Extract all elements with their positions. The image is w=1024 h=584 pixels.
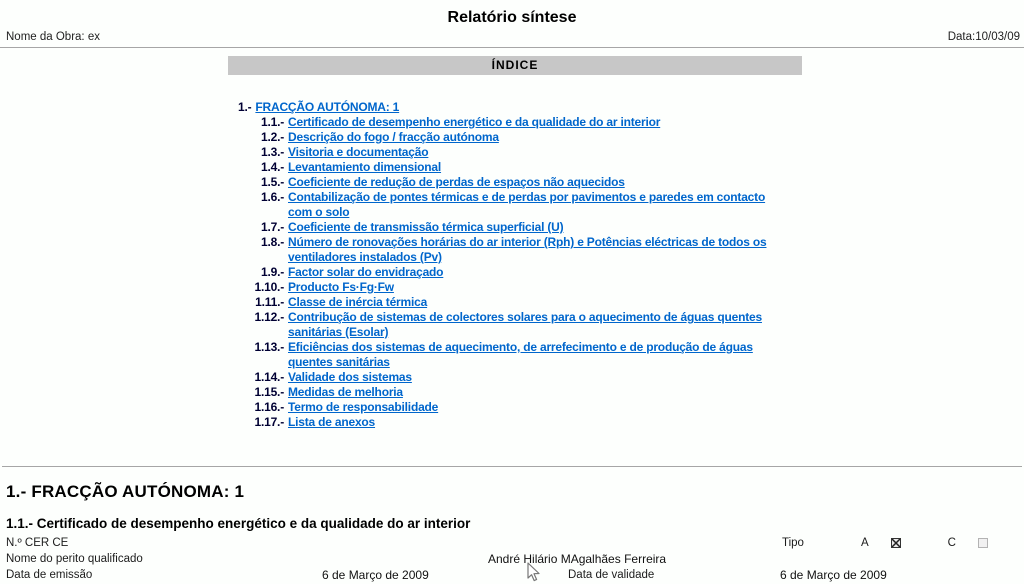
toc-item-link[interactable]: Classe de inércia térmica <box>288 295 428 309</box>
toc-row <box>238 115 818 130</box>
tipo-option <box>861 537 901 549</box>
toc-item-num: 1.1.- <box>260 115 284 129</box>
index-header-bar: ÍNDICE <box>228 56 802 75</box>
perito-label: Nome do perito qualificado <box>6 553 143 565</box>
tipo-label: Tipo <box>782 537 804 549</box>
toc-item-link[interactable]: FRACÇÃO AUTÓNOMA: 1 <box>255 100 400 114</box>
toc-item-num: 1.4.- <box>260 160 284 174</box>
toc-row <box>238 415 818 430</box>
toc-item-num: 1.12.- <box>254 310 284 324</box>
toc-row <box>238 310 818 340</box>
toc-row <box>238 370 818 385</box>
toc-row <box>238 160 818 175</box>
toc-row <box>238 145 818 160</box>
toc-row <box>238 400 818 415</box>
toc-item-num: 1.3.- <box>260 145 284 159</box>
toc-row <box>238 130 818 145</box>
index-list <box>238 100 818 430</box>
emissao-value: 6 de Março de 2009 <box>322 568 429 582</box>
toc-item-num: 1.16.- <box>254 400 284 414</box>
toc-item-num: 1.17.- <box>254 415 284 429</box>
toc-row <box>238 265 818 280</box>
toc-item-num: 1.15.- <box>254 385 284 399</box>
toc-item-link[interactable]: Factor solar do envidraçado <box>288 265 444 279</box>
toc-item-num: 1.6.- <box>260 190 284 204</box>
tipo-checkbox[interactable] <box>978 538 988 548</box>
tipo-option <box>948 537 988 549</box>
toc-item-num: 1.11.- <box>255 295 284 309</box>
toc-row <box>238 340 818 370</box>
toc-item-num: 1.2.- <box>260 130 284 144</box>
toc-row <box>238 295 818 310</box>
toc-item-link[interactable]: Termo de responsabilidade <box>288 400 439 414</box>
toc-row <box>238 190 818 220</box>
subsection-heading: 1.1.- Certificado de desempenho energético e da qualidade do ar interior <box>6 516 471 531</box>
page-title: Relatório síntese <box>447 9 577 26</box>
toc-item-link[interactable]: Lista de anexos <box>288 415 376 429</box>
toc-item-num: 1.13.- <box>254 340 284 354</box>
toc-row <box>238 385 818 400</box>
toc-row <box>238 175 818 190</box>
toc-item-link[interactable]: Producto Fs·Fg·Fw <box>288 280 394 294</box>
validade-label: Data de validade <box>568 569 655 581</box>
toc-item-link[interactable]: Eficiências dos sistemas de aquecimento, de arrefecimento e de produção de águas quentes sanitárias <box>288 340 753 369</box>
toc-item-num: 1.- <box>238 100 252 114</box>
toc-item-num: 1.9.- <box>260 265 284 279</box>
mouse-cursor-icon <box>527 562 540 584</box>
toc-item-link[interactable]: Coeficiente de transmissão térmica superficial (U) <box>288 220 564 234</box>
section-heading: 1.- FRACÇÃO AUTÓNOMA: 1 <box>6 482 245 501</box>
toc-item-num: 1.7.- <box>260 220 284 234</box>
report-date-label: Data:10/03/09 <box>947 31 1020 43</box>
toc-item-link[interactable]: Contabilização de pontes térmicas e de perdas por pavimentos e paredes em contacto com o solo <box>288 190 766 219</box>
toc-row <box>238 220 818 235</box>
toc-item-link[interactable]: Visitoria e documentação <box>288 145 429 159</box>
perito-value: André Hilário MAgalhães Ferreira <box>488 552 667 566</box>
toc-item-link[interactable]: Medidas de melhoria <box>288 385 403 399</box>
tipo-checkbox[interactable] <box>891 538 901 548</box>
toc-row <box>238 235 818 265</box>
obra-name-label: Nome da Obra: ex <box>6 31 100 43</box>
toc-item-link[interactable]: Número de ronovações horárias do ar interior (Rph) e Potências eléctricas de todos os ventiladores instalados (Pv) <box>288 235 767 264</box>
toc-item-num: 1.5.- <box>260 175 284 189</box>
toc-item-link[interactable]: Validade dos sistemas <box>288 370 412 384</box>
tipo-option-label: C <box>947 537 956 549</box>
section-divider <box>2 466 1022 467</box>
emissao-label: Data de emissão <box>6 569 93 581</box>
toc-item-link[interactable]: Descrição do fogo / fracção autónoma <box>288 130 499 144</box>
validade-value: 6 de Março de 2009 <box>780 568 887 582</box>
toc-item-num: 1.14.- <box>254 370 284 384</box>
toc-item-link[interactable]: Coeficiente de redução de perdas de espaços não aquecidos <box>288 175 625 189</box>
toc-item-link[interactable]: Certificado de desempenho energético e da qualidade do ar interior <box>288 115 661 129</box>
toc-item-num: 1.10.- <box>254 280 284 294</box>
cer-number-label: N.º CER CE <box>6 537 69 549</box>
toc-row <box>238 280 818 295</box>
header-divider <box>0 47 1024 48</box>
toc-item-num: 1.8.- <box>260 235 284 249</box>
toc-row <box>238 100 818 115</box>
toc-item-link[interactable]: Contribução de sistemas de colectores solares para o aquecimento de águas quentes sanitárias (Esolar) <box>288 310 762 339</box>
toc-item-link[interactable]: Levantamiento dimensional <box>288 160 442 174</box>
tipo-options <box>861 537 988 549</box>
tipo-option-label: A <box>861 537 869 549</box>
